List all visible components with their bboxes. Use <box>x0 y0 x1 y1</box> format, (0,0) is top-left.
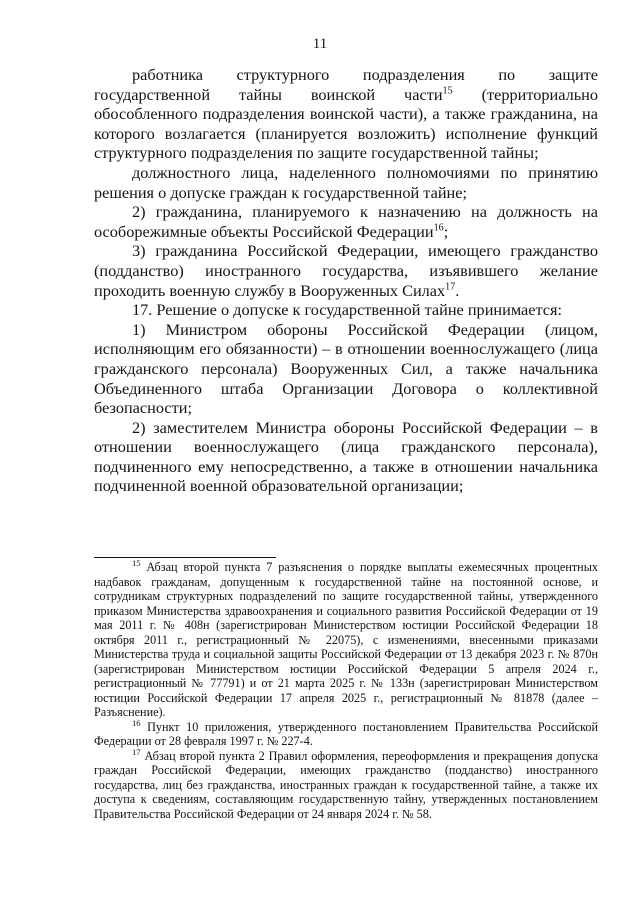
footnote-ref-17: 17 <box>445 281 456 293</box>
footnote-text: Абзац второй пункта 2 Правил оформления, переоформления и прекращения допуска граждан Российской Федерации, имеющих гражданство (подданство) иностранного государства, лиц без гражданства, иностранных граждан к государственной тайне, а также их доступа к сведениям, составляющим государственную тайну, утвержденных постановлением Правительства Российской Федерации от 24 января 2024 г. № 58. <box>94 748 598 821</box>
footnote-17 <box>94 746 598 822</box>
footnote-divider <box>94 557 276 558</box>
footnote-mark: 16 <box>132 717 141 728</box>
paragraph-text: 3) гражданина Российской Федерации, имеющего гражданство (подданство) иностранного государства, изъявившего желание проходить военную службу в Вооруженных Силах <box>94 241 598 300</box>
paragraph-text: 2) гражданина, планируемого к назначению на должность на особорежимные объекты Российской Федерации <box>94 202 598 241</box>
footnote-text: Абзац второй пункта 7 разъяснения о порядке выплаты ежемесячных процентных надбавок гражданам, допущенным к государственной тайне на постоянной основе, и сотрудникам структурных подразделений по защите государственной тайны, утвержденного приказом Министерства здравоохранения и социального развития Российской Федерации от 19 мая 2011 г. № 408н (зарегистрирован Министерством юстиции Российской Федерации 18 октября 2011 г., регистрационный № 22075), с изменениями, внесенными приказами Министерства труда и социальной защиты Российской Федерации от 13 декабря 2023 г. № 870н (зарегистрирован Министерством юстиции Российской Федерации 5 апреля 2024 г., регистрационный № 77791) и от 21 марта 2025 г. № 133н (зарегистрирован Министерством юстиции Российской Федерации 17 апреля 2025 г., регистрационный № 81878 (далее – Разъяснение). <box>94 560 598 719</box>
paragraph-text-cont: ; <box>443 221 449 241</box>
paragraph-official: должностного лица, наделенного полномочиями по принятию решения о допуске граждан к государственной тайне; <box>94 162 598 202</box>
footnote-text: Пункт 10 приложения, утвержденного постановлением Правительства Российской Федерации от 28 февраля 1997 г. № 227-4. <box>94 719 598 748</box>
paragraph-item-2-special-objects <box>94 202 598 241</box>
paragraph-point-17: 17. Решение о допуске к государственной тайне принимается: <box>132 300 563 320</box>
paragraph-text-cont: (территориально обособленного подразделения воинской части), а также гражданина, на которого возлагается (планируется возложить) исполнение функций структурного подразделения по защите государственной тайны; <box>94 84 598 163</box>
paragraph-item-2-deputy-minister: 2) заместителем Министра обороны Российской Федерации – в отношении военнослужащего (лица гражданского персонала), подчиненного ему непосредственно, а также в отношении начальника подчиненной военной образовательной организации; <box>94 417 598 496</box>
main-text <box>94 65 598 496</box>
paragraph-unit-officer <box>94 65 598 163</box>
footnote-15 <box>94 557 598 720</box>
footnote-mark: 17 <box>132 746 141 757</box>
paragraph-text: работника структурного подразделения по защите государственной тайны воинской части <box>94 65 598 104</box>
footnote-ref-15: 15 <box>442 85 453 97</box>
footnote-mark: 15 <box>132 557 141 568</box>
paragraph-item-1-minister: 1) Министром обороны Российской Федерации (лицом, исполняющим его обязанности) – в отношении военнослужащего (лица гражданского персонала) Вооруженных Сил, а также начальника Объединенного штаба Организации Договора о коллективной безопасности; <box>94 319 598 418</box>
footnote-16 <box>94 717 598 749</box>
paragraph-item-3-dual-citizen <box>94 241 598 300</box>
footnotes <box>94 557 598 821</box>
page-number: 11 <box>312 36 328 52</box>
footnote-ref-16: 16 <box>433 222 444 234</box>
paragraph-text-cont: . <box>455 280 460 300</box>
